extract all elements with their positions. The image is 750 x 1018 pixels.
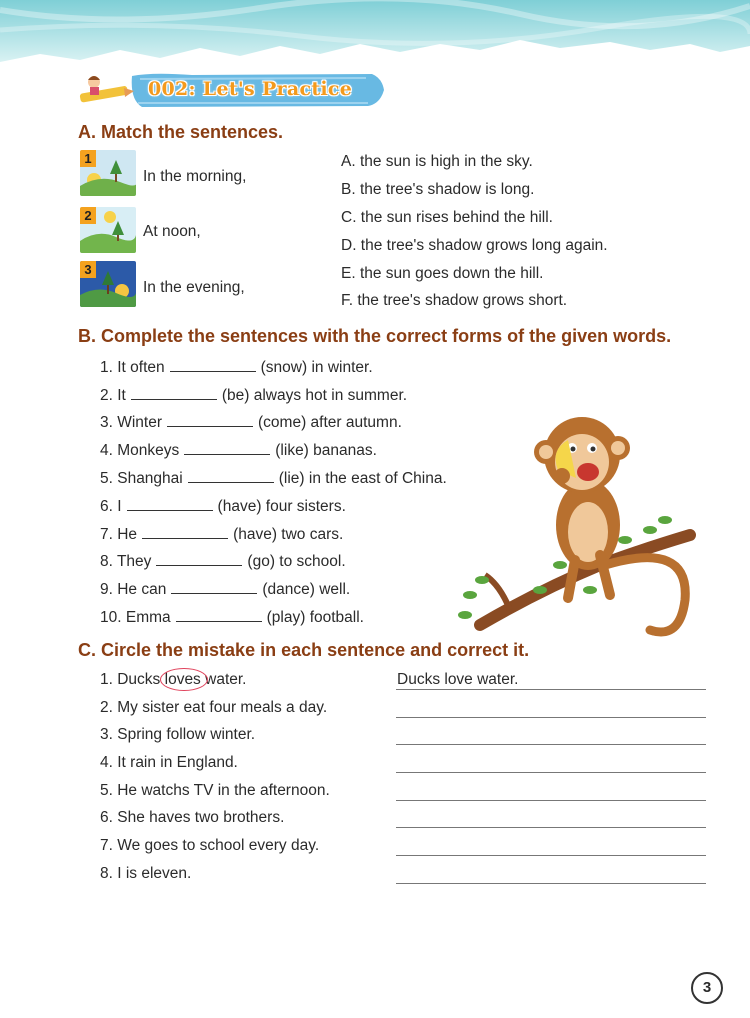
evening-picture: 3 bbox=[80, 261, 136, 307]
morning-picture: 1 bbox=[80, 150, 136, 196]
option-d: D. the tree's shadow grows long again. bbox=[341, 237, 608, 254]
answer-line[interactable] bbox=[396, 800, 706, 801]
answer-blank[interactable] bbox=[142, 524, 228, 539]
fill-item: 5. Shanghai (lie) in the east of China. bbox=[100, 470, 447, 487]
section-b-heading: B. Complete the sentences with the correct forms of the given words. bbox=[78, 326, 672, 346]
answer-blank[interactable] bbox=[156, 551, 242, 566]
example-answer: Ducks love water. bbox=[397, 671, 519, 688]
fill-item: 7. He (have) two cars. bbox=[100, 526, 344, 543]
correction-item: 3. Spring follow winter. bbox=[100, 726, 256, 743]
correction-item: 5. He watchs TV in the afternoon. bbox=[100, 782, 330, 799]
morning-label: In the morning, bbox=[143, 168, 247, 185]
answer-blank[interactable] bbox=[170, 357, 256, 372]
answer-line[interactable] bbox=[396, 717, 706, 718]
option-c: C. the sun rises behind the hill. bbox=[341, 209, 553, 226]
option-f: F. the tree's shadow grows short. bbox=[341, 292, 568, 309]
correction-item: 8. I is eleven. bbox=[100, 865, 192, 882]
option-a: A. the sun is high in the sky. bbox=[341, 153, 533, 170]
evening-label: In the evening, bbox=[143, 279, 245, 296]
fill-item: 6. I (have) four sisters. bbox=[100, 498, 346, 515]
noon-label: At noon, bbox=[143, 223, 201, 240]
option-b: B. the tree's shadow is long. bbox=[341, 181, 535, 198]
answer-line[interactable] bbox=[396, 883, 706, 884]
answer-line[interactable] bbox=[396, 855, 706, 856]
answer-blank[interactable] bbox=[167, 412, 253, 427]
page-number: 3 bbox=[691, 972, 723, 1004]
example-sentence: 1. Ducks loves water. bbox=[100, 671, 246, 689]
answer-blank[interactable] bbox=[131, 385, 217, 400]
circled-mistake: loves bbox=[165, 671, 201, 689]
fill-item: 2. It (be) always hot in summer. bbox=[100, 387, 408, 404]
fill-item: 9. He can (dance) well. bbox=[100, 581, 351, 598]
option-e: E. the sun goes down the hill. bbox=[341, 265, 544, 282]
answer-blank[interactable] bbox=[184, 440, 270, 455]
fill-item: 1. It often (snow) in winter. bbox=[100, 359, 373, 376]
fill-item: 4. Monkeys (like) bananas. bbox=[100, 442, 377, 459]
section-c-heading: C. Circle the mistake in each sentence and correct it. bbox=[78, 640, 530, 660]
correction-item: 4. It rain in England. bbox=[100, 754, 238, 771]
monkey-illustration bbox=[450, 400, 700, 645]
fill-item: 3. Winter (come) after autumn. bbox=[100, 414, 402, 431]
answer-line[interactable] bbox=[396, 744, 706, 745]
pencil-kid-icon bbox=[79, 76, 134, 103]
page-title: 002: Let's Practice bbox=[148, 78, 353, 100]
fill-item: 8. They (go) to school. bbox=[100, 553, 346, 570]
top-banner bbox=[0, 0, 750, 70]
answer-blank[interactable] bbox=[171, 579, 257, 594]
answer-line[interactable] bbox=[396, 689, 706, 690]
answer-blank[interactable] bbox=[176, 607, 262, 622]
section-a-heading: A. Match the sentences. bbox=[78, 122, 284, 142]
answer-blank[interactable] bbox=[188, 468, 274, 483]
answer-line[interactable] bbox=[396, 827, 706, 828]
correction-item: 2. My sister eat four meals a day. bbox=[100, 699, 328, 716]
noon-picture: 2 bbox=[80, 207, 136, 253]
answer-blank[interactable] bbox=[127, 496, 213, 511]
correction-item: 7. We goes to school every day. bbox=[100, 837, 320, 854]
fill-item: 10. Emma (play) football. bbox=[100, 609, 364, 626]
answer-line[interactable] bbox=[396, 772, 706, 773]
correction-item: 6. She haves two brothers. bbox=[100, 809, 285, 826]
